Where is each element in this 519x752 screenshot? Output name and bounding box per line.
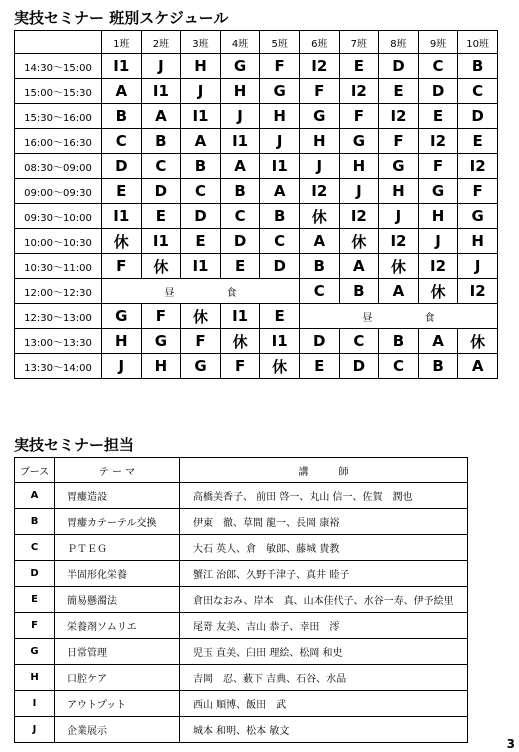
schedule-cell: B — [418, 354, 458, 379]
booth-cell: G — [15, 639, 55, 665]
schedule-cell: I1 — [102, 204, 142, 229]
schedule-cell: H — [141, 354, 181, 379]
assignment-row — [15, 717, 468, 743]
schedule-cell: A — [141, 104, 181, 129]
schedule-cell: E — [379, 79, 419, 104]
schedule-cell: A — [299, 229, 339, 254]
schedule-cell: J — [220, 104, 260, 129]
lunch-cell — [299, 304, 497, 329]
schedule-cell: 休 — [220, 329, 260, 354]
schedule-cell: G — [141, 329, 181, 354]
schedule-cell: H — [181, 54, 221, 79]
schedule-cell: F — [299, 79, 339, 104]
schedule-cell: 休 — [379, 254, 419, 279]
theme-cell: 企業展示 — [55, 717, 180, 743]
schedule-cell: F — [418, 154, 458, 179]
booth-cell: J — [15, 717, 55, 743]
schedule-cell: A — [220, 154, 260, 179]
lunch-label-left: 昼 — [362, 312, 373, 324]
schedule-cell: I2 — [299, 179, 339, 204]
schedule-cell: G — [379, 154, 419, 179]
schedule-cell: G — [181, 354, 221, 379]
assignments-header-row — [15, 458, 468, 483]
schedule-cell: J — [102, 354, 142, 379]
schedule-row — [15, 329, 498, 354]
schedule-cell: I2 — [418, 254, 458, 279]
schedule-cell: D — [141, 179, 181, 204]
header-group-10: 10班 — [458, 31, 498, 54]
header-group-4: 4班 — [220, 31, 260, 54]
booth-cell: B — [15, 509, 55, 535]
theme-cell: 口腔ケア — [55, 665, 180, 691]
header-group-8: 8班 — [379, 31, 419, 54]
schedule-cell: C — [102, 129, 142, 154]
schedule-row — [15, 204, 498, 229]
assignment-row — [15, 587, 468, 613]
lunch-label-right: 食 — [226, 287, 237, 299]
schedule-cell: F — [181, 329, 221, 354]
schedule-cell: A — [260, 179, 300, 204]
schedule-row — [15, 54, 498, 79]
schedule-cell: H — [458, 229, 498, 254]
booth-cell: D — [15, 561, 55, 587]
schedule-cell: C — [141, 154, 181, 179]
schedule-cell: E — [299, 354, 339, 379]
assignment-row — [15, 561, 468, 587]
assignment-row — [15, 483, 468, 509]
time-cell: 13:30～14:00 — [15, 354, 102, 379]
schedule-cell: F — [102, 254, 142, 279]
schedule-cell: H — [220, 79, 260, 104]
schedule-cell: 休 — [339, 229, 379, 254]
header-blank — [15, 31, 102, 54]
schedule-row-lunch-a — [15, 279, 498, 304]
theme-cell: 日常管理 — [55, 639, 180, 665]
schedule-row-lunch-b — [15, 304, 498, 329]
schedule-cell: D — [418, 79, 458, 104]
schedule-cell: C — [220, 204, 260, 229]
schedule-cell: I1 — [141, 79, 181, 104]
assignment-row — [15, 535, 468, 561]
assignment-row — [15, 639, 468, 665]
schedule-cell: J — [458, 254, 498, 279]
schedule-cell: G — [260, 79, 300, 104]
lect-cell: 城本 和明、松本 敏文 — [180, 717, 468, 743]
schedule-cell: E — [458, 129, 498, 154]
schedule-cell: I1 — [220, 129, 260, 154]
lect-cell: 尾嵜 友美、吉山 恭子、幸田 澪 — [180, 613, 468, 639]
booth-cell: C — [15, 535, 55, 561]
lect-cell: 西山 順博、飯田 武 — [180, 691, 468, 717]
schedule-cell: 休 — [181, 304, 221, 329]
booth-cell: I — [15, 691, 55, 717]
schedule-cell: J — [260, 129, 300, 154]
booth-cell: A — [15, 483, 55, 509]
time-cell: 10:00～10:30 — [15, 229, 102, 254]
booth-cell: F — [15, 613, 55, 639]
schedule-cell: J — [379, 204, 419, 229]
schedule-cell: G — [339, 129, 379, 154]
schedule-cell: B — [181, 154, 221, 179]
schedule-cell: G — [458, 204, 498, 229]
time-cell: 09:00～09:30 — [15, 179, 102, 204]
schedule-cell: B — [339, 279, 379, 304]
schedule-row — [15, 129, 498, 154]
time-cell: 12:30～13:00 — [15, 304, 102, 329]
theme-cell: 半固形化栄養 — [55, 561, 180, 587]
schedule-cell: D — [181, 204, 221, 229]
schedule-row — [15, 154, 498, 179]
schedule-cell: I1 — [181, 104, 221, 129]
theme-cell: アウトプット — [55, 691, 180, 717]
assignment-row — [15, 613, 468, 639]
schedule-cell: 休 — [418, 279, 458, 304]
schedule-cell: A — [458, 354, 498, 379]
schedule-cell: B — [102, 104, 142, 129]
time-cell: 08:30～09:00 — [15, 154, 102, 179]
schedule-cell: I2 — [458, 279, 498, 304]
schedule-cell: C — [181, 179, 221, 204]
schedule-cell: F — [141, 304, 181, 329]
schedule-cell: F — [260, 54, 300, 79]
schedule-header-row — [15, 31, 498, 54]
page-number: 3 — [506, 737, 515, 751]
schedule-cell: H — [418, 204, 458, 229]
time-cell: 09:30～10:00 — [15, 204, 102, 229]
header-group-7: 7班 — [339, 31, 379, 54]
schedule-row — [15, 104, 498, 129]
schedule-cell: D — [102, 154, 142, 179]
schedule-cell: E — [418, 104, 458, 129]
assignment-row — [15, 665, 468, 691]
schedule-cell: E — [260, 304, 300, 329]
schedule-cell: J — [418, 229, 458, 254]
schedule-cell: 休 — [141, 254, 181, 279]
booth-cell: E — [15, 587, 55, 613]
lect-cell: 倉田なおみ、岸本 真、山本佳代子、水谷一寿、伊予絵里 — [180, 587, 468, 613]
schedule-cell: A — [379, 279, 419, 304]
lunch-label-left: 昼 — [164, 287, 175, 299]
lect-cell: 高橋美香子、 前田 啓一、丸山 信一、佐賀 潤也 — [180, 483, 468, 509]
header-group-3: 3班 — [181, 31, 221, 54]
schedule-cell: I1 — [260, 154, 300, 179]
schedule-title: 実技セミナー 班別スケジュール — [14, 9, 229, 27]
schedule-cell: B — [379, 329, 419, 354]
schedule-cell: 休 — [458, 329, 498, 354]
schedule-cell: J — [339, 179, 379, 204]
schedule-row — [15, 179, 498, 204]
lunch-cell — [102, 279, 300, 304]
schedule-cell: G — [102, 304, 142, 329]
time-cell: 14:30～15:00 — [15, 54, 102, 79]
schedule-cell: J — [299, 154, 339, 179]
schedule-cell: I2 — [379, 229, 419, 254]
schedule-cell: I1 — [102, 54, 142, 79]
schedule-cell: A — [181, 129, 221, 154]
time-cell: 13:00～13:30 — [15, 329, 102, 354]
schedule-cell: 休 — [260, 354, 300, 379]
schedule-cell: C — [339, 329, 379, 354]
schedule-row — [15, 229, 498, 254]
schedule-table — [14, 30, 498, 379]
schedule-cell: C — [458, 79, 498, 104]
schedule-cell: H — [260, 104, 300, 129]
schedule-cell: A — [102, 79, 142, 104]
schedule-cell: I2 — [458, 154, 498, 179]
schedule-row — [15, 254, 498, 279]
schedule-cell: I2 — [339, 204, 379, 229]
schedule-cell: B — [299, 254, 339, 279]
schedule-cell: C — [379, 354, 419, 379]
schedule-cell: I2 — [339, 79, 379, 104]
schedule-cell: C — [260, 229, 300, 254]
theme-cell: 胃瘻カテーテル交換 — [55, 509, 180, 535]
schedule-cell: I2 — [418, 129, 458, 154]
schedule-cell: 休 — [102, 229, 142, 254]
schedule-cell: F — [220, 354, 260, 379]
schedule-cell: I1 — [260, 329, 300, 354]
schedule-cell: B — [220, 179, 260, 204]
assignment-row — [15, 691, 468, 717]
header-booth: ブース — [15, 458, 55, 483]
lect-cell: 伊東 徹、草間 龍一、長岡 康裕 — [180, 509, 468, 535]
schedule-cell: E — [102, 179, 142, 204]
lect-cell: 児玉 直美、臼田 理絵、松岡 和史 — [180, 639, 468, 665]
header-theme: テ ー マ — [55, 458, 180, 483]
booth-cell: H — [15, 665, 55, 691]
schedule-cell: I1 — [220, 304, 260, 329]
lect-cell: 蟹江 治郎、久野千津子、真井 睦子 — [180, 561, 468, 587]
time-cell: 15:30～16:00 — [15, 104, 102, 129]
schedule-cell: I1 — [141, 229, 181, 254]
header-group-5: 5班 — [260, 31, 300, 54]
schedule-cell: E — [181, 229, 221, 254]
theme-cell: 栄養剤ソムリエ — [55, 613, 180, 639]
theme-cell: ＰＴＥＧ — [55, 535, 180, 561]
schedule-row — [15, 354, 498, 379]
schedule-cell: J — [141, 54, 181, 79]
schedule-cell: D — [379, 54, 419, 79]
time-cell: 16:00～16:30 — [15, 129, 102, 154]
lect-cell: 吉岡 忍、薮下 吉典、石谷、水品 — [180, 665, 468, 691]
header-group-2: 2班 — [141, 31, 181, 54]
schedule-cell: E — [141, 204, 181, 229]
schedule-cell: E — [339, 54, 379, 79]
schedule-cell: B — [260, 204, 300, 229]
schedule-cell: H — [379, 179, 419, 204]
assignments-title: 実技セミナー担当 — [14, 436, 135, 454]
assignments-table — [14, 457, 468, 743]
schedule-cell: F — [379, 129, 419, 154]
header-group-1: 1班 — [102, 31, 142, 54]
schedule-row — [15, 79, 498, 104]
schedule-cell: F — [339, 104, 379, 129]
schedule-cell: B — [141, 129, 181, 154]
schedule-cell: F — [458, 179, 498, 204]
schedule-cell: B — [458, 54, 498, 79]
schedule-cell: D — [220, 229, 260, 254]
header-lecturer: 講 師 — [180, 458, 468, 483]
schedule-cell: D — [299, 329, 339, 354]
schedule-cell: A — [339, 254, 379, 279]
schedule-cell: C — [418, 54, 458, 79]
schedule-cell: G — [418, 179, 458, 204]
schedule-cell: G — [299, 104, 339, 129]
schedule-cell: H — [339, 154, 379, 179]
time-cell: 15:00～15:30 — [15, 79, 102, 104]
schedule-cell: D — [458, 104, 498, 129]
theme-cell: 簡易懸濁法 — [55, 587, 180, 613]
schedule-cell: E — [220, 254, 260, 279]
schedule-cell: G — [220, 54, 260, 79]
time-cell: 12:00～12:30 — [15, 279, 102, 304]
schedule-cell: I2 — [379, 104, 419, 129]
schedule-cell: C — [299, 279, 339, 304]
schedule-cell: H — [299, 129, 339, 154]
theme-cell: 胃瘻造設 — [55, 483, 180, 509]
assignment-row — [15, 509, 468, 535]
lunch-label-right: 食 — [424, 312, 435, 324]
header-group-6: 6班 — [299, 31, 339, 54]
schedule-cell: A — [418, 329, 458, 354]
schedule-cell: I1 — [181, 254, 221, 279]
schedule-cell: H — [102, 329, 142, 354]
schedule-cell: 休 — [299, 204, 339, 229]
lect-cell: 大石 英人、倉 敏郎、藤城 貴教 — [180, 535, 468, 561]
schedule-cell: D — [260, 254, 300, 279]
time-cell: 10:30～11:00 — [15, 254, 102, 279]
header-group-9: 9班 — [418, 31, 458, 54]
schedule-cell: I2 — [299, 54, 339, 79]
schedule-cell: J — [181, 79, 221, 104]
schedule-cell: D — [339, 354, 379, 379]
